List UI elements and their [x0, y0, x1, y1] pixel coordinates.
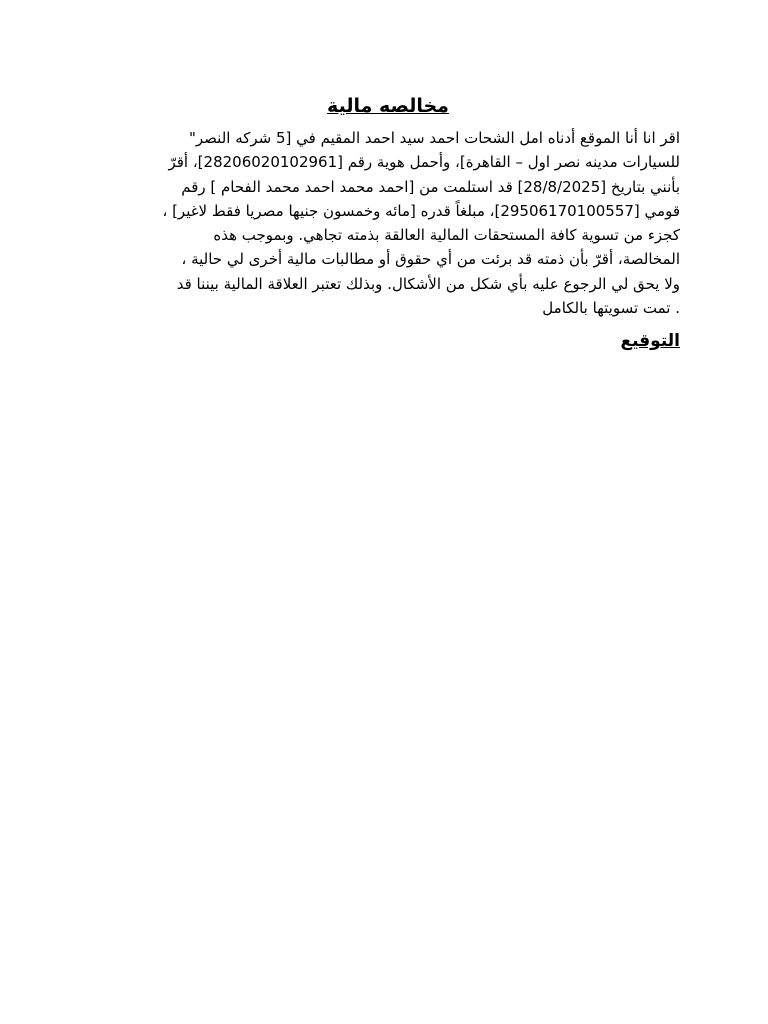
body-line: كجزء من تسوية كافة المستحقات المالية العالقة بذمته تجاهي. وبموجب هذه [213, 226, 680, 245]
body-line: قومي [29506170100557]، مبلغاً قدره [مائه وخمسون جنيها مصريا فقط لاغير] ، [162, 201, 680, 220]
body-line: بأنني بتاريخ [28/8/2025] قد استلمت من [احمد محمد احمد محمد الفحام ] رقم [181, 177, 680, 196]
body-line: اقر انا أنا الموقع أدناه امل الشحات احمد سيد احمد المقيم في [5 شركه النصر" [188, 129, 680, 147]
body-line: ولا يحق لي الرجوع عليه بأي شكل من الأشكال. وبذلك تعتبر العلاقة المالية بيننا قد [176, 274, 680, 293]
signature-label: التوقيع [620, 331, 680, 352]
body-line: . تمت تسويتها بالكامل [542, 299, 680, 318]
body-line: المخالصة، أقرّ بأن ذمته قد برئت من أي حقوق أو مطالبات مالية أخرى لي حالية ، [181, 250, 680, 269]
document-title: مخالصه مالية [327, 95, 449, 117]
body-line: للسيارات مدينه نصر اول – القاهرة]، وأحمل هوية رقم [28206020102961]، أقرّ [168, 153, 680, 172]
document-content [96, 92, 680, 354]
document-body [96, 126, 680, 320]
